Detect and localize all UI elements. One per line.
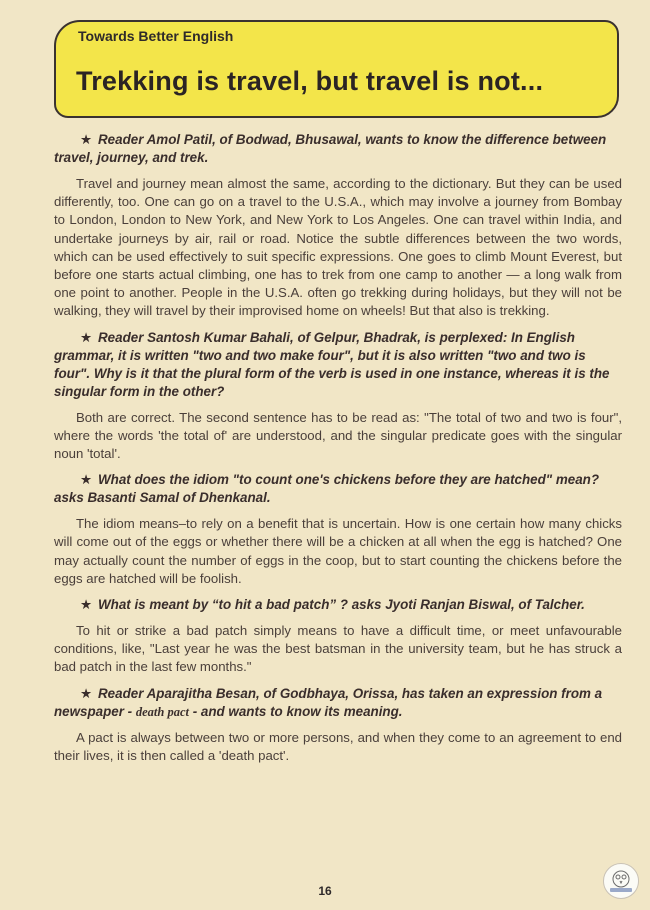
star-icon: ★	[80, 329, 93, 345]
answer-1: Travel and journey mean almost the same, according to the dictionary. But they can be used differently, too. One can go on a travel to the U.S.A., which may involve a journey from Bombay to London, London to New York, and New York to Los Angeles. One can travel within India, and undertake journeys by air, rail or road. Notice the subtle differences between the two words, which can be used effectively to suit specific expressions. One goes to climb Mount Everest, but before one starts actual climbing, one has to trek from one camp to another — a long walk from one point to another. People in the U.S.A. often go trekking during holidays, but they will not be walking, they will travel by their improvised home on wheels! But that also is trekking.	[54, 176, 622, 319]
answer-2: Both are correct. The second sentence has to be read as: "The total of two and two is four", where the words 'the total of' are understood, and the singular predicate goes with the singular noun 'total'.	[54, 409, 622, 462]
watermark-badge	[603, 863, 639, 899]
article-body	[54, 131, 622, 773]
owl-logo-icon	[604, 864, 638, 898]
page-title: Trekking is travel, but travel is not...	[76, 66, 544, 96]
question-1	[54, 131, 622, 167]
title-box	[54, 20, 619, 118]
question-text: What is meant by “to hit a bad patch” ? asks Jyoti Ranjan Biswal, of Talcher.	[98, 597, 585, 613]
question-4	[54, 596, 622, 614]
answer-4: To hit or strike a bad patch simply means to have a difficult time, or meet unfavourable conditions, like, "Last year he was the best batsman in the university team, but he has struck a bad patch in the last few months."	[54, 623, 622, 675]
question-text-start: Reader Aparajitha Besan, of Godbhaya, Orissa, has taken an expression from a newspaper -	[54, 685, 603, 719]
page-number: 16	[318, 884, 332, 898]
question-text-end: - and wants to know its meaning.	[188, 703, 403, 719]
question-text: Reader Santosh Kumar Bahali, of Gelpur, Bhadrak, is perplexed: In English grammar, it is written "two and two make four", but it is also written "two and two is four". Why is it that the plural form of the verb is used in one instance, whereas it is the singular form in the other?	[54, 329, 610, 399]
star-icon: ★	[80, 685, 93, 701]
question-2	[54, 329, 622, 401]
question-text: Reader Amol Patil, of Bodwad, Bhusawal, wants to know the difference between travel, journey, and trek.	[54, 132, 607, 165]
quoted-term: death pact	[135, 704, 189, 719]
star-icon: ★	[80, 597, 93, 613]
question-text: What does the idiom "to count one's chickens before they are hatched" mean? asks Basanti Samal of Dhenkanal.	[54, 472, 600, 506]
star-icon: ★	[80, 132, 93, 147]
answer-5: A pact is always between two or more persons, and when they come to an agreement to end their lives, it is then called a 'death pact'.	[54, 729, 622, 763]
question-3	[54, 471, 622, 507]
column-kicker: Towards Better English	[78, 28, 234, 44]
answer-3: The idiom means–to rely on a benefit that is uncertain. How is one certain how many chicks will come out of the eggs or whether there will be a chicken at all when the egg is hatched? One may actually count the number of eggs in the coop, but to start counting the chickens before the eggs are hatched will be foolish.	[54, 516, 622, 586]
star-icon: ★	[80, 472, 93, 488]
question-5	[54, 685, 622, 721]
